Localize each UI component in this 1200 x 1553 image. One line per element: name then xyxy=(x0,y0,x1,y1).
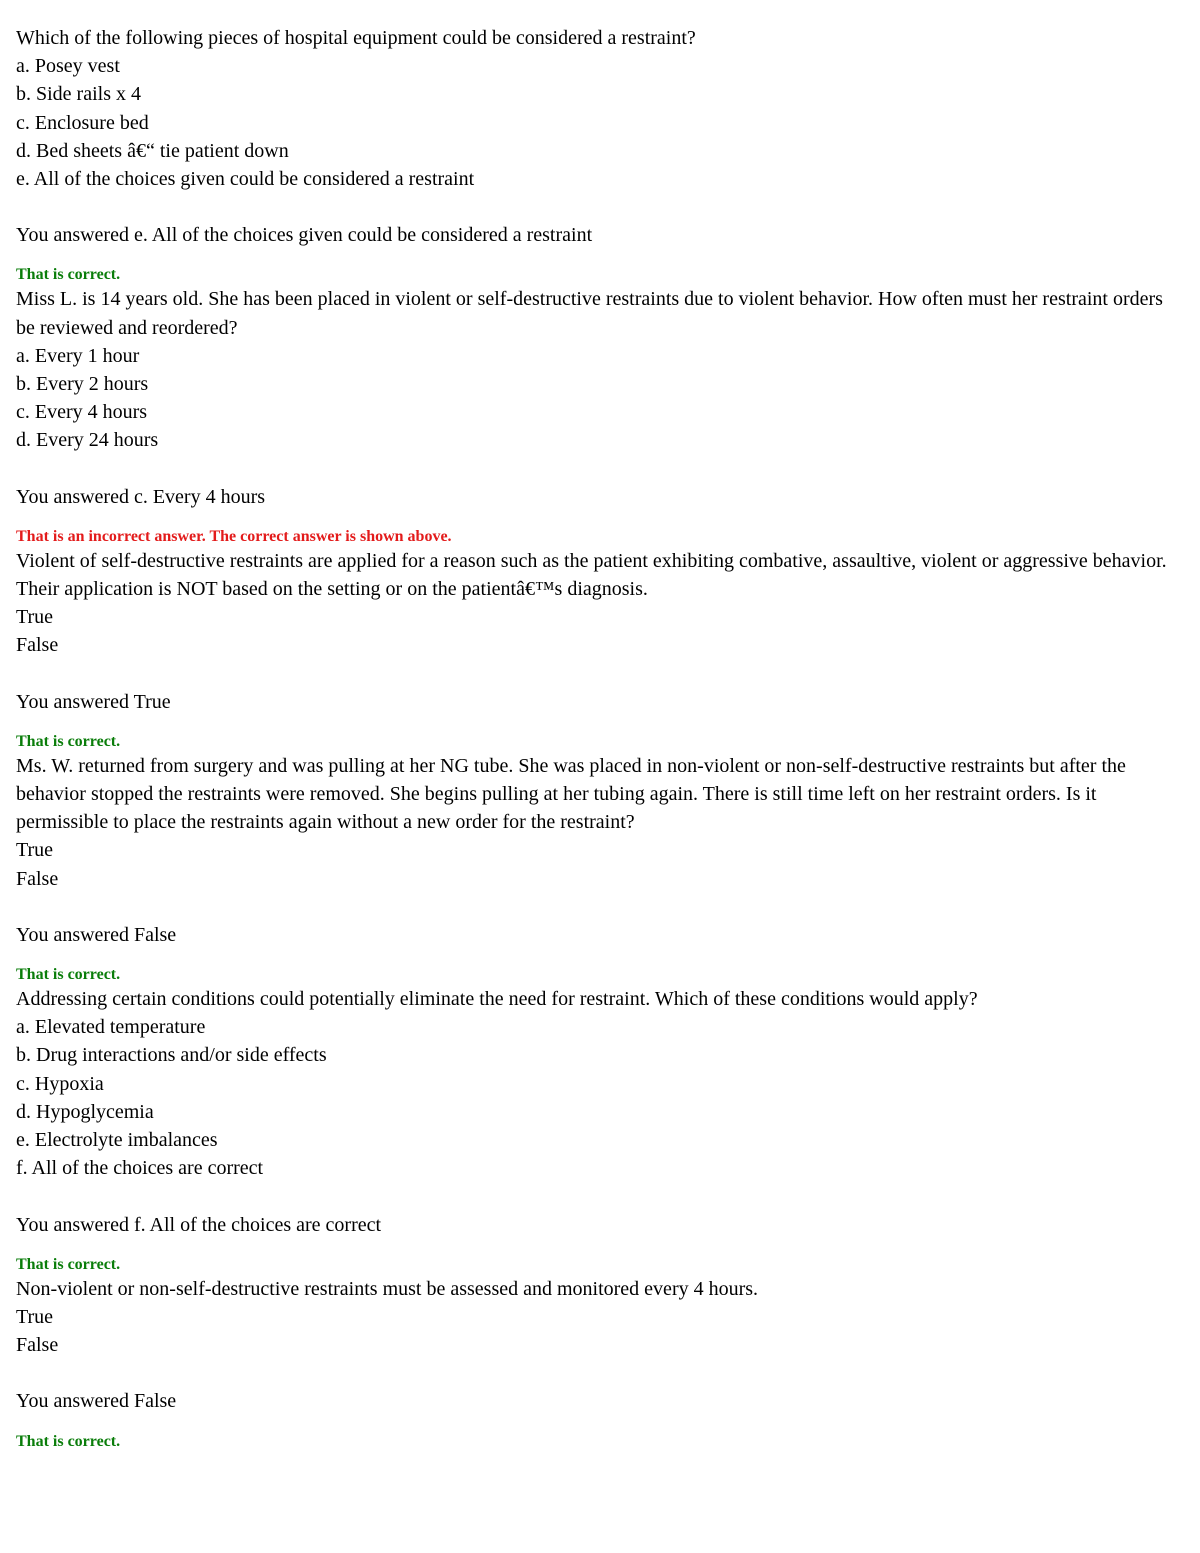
answer-option: c. Every 4 hours xyxy=(16,401,148,424)
answer-option: True xyxy=(16,839,54,862)
answer-option: False xyxy=(16,634,59,657)
feedback-correct: That is correct. xyxy=(16,966,121,984)
question-block xyxy=(16,547,1181,752)
user-answer: You answered False xyxy=(16,1390,177,1413)
feedback-correct: That is correct. xyxy=(16,1432,121,1450)
answer-option: a. Posey vest xyxy=(16,55,120,78)
feedback-correct: That is correct. xyxy=(16,266,121,284)
question-text: Ms. W. returned from surgery and was pulling at her NG tube. She was placed in non-violent or non-self-destructive restraints but after the behavior stopped the restraints were removed. She begins pulling at her tubing again. There is still time left on her restraint orders. Is it permissible to place the restraints again without a new order for the restraint? xyxy=(16,754,1126,834)
quiz-results-document xyxy=(16,24,1181,1452)
answer-option: a. Every 1 hour xyxy=(16,344,140,367)
question-text: Addressing certain conditions could potentially eliminate the need for restraint. Which of these conditions would apply? xyxy=(16,988,978,1011)
user-answer: You answered False xyxy=(16,923,177,946)
user-answer: You answered e. All of the choices given could be considered a restraint xyxy=(16,224,593,247)
answer-option: c. Hypoxia xyxy=(16,1072,104,1095)
answer-option: True xyxy=(16,1305,54,1328)
answer-option: e. Electrolyte imbalances xyxy=(16,1129,218,1152)
answer-option: b. Side rails x 4 xyxy=(16,83,141,106)
question-text: Which of the following pieces of hospital equipment could be considered a restraint? xyxy=(16,27,696,49)
answer-option: False xyxy=(16,867,59,890)
feedback-correct: That is correct. xyxy=(16,1255,121,1273)
question-block xyxy=(16,24,1181,285)
user-answer: You answered True xyxy=(16,690,171,713)
answer-option: b. Every 2 hours xyxy=(16,373,149,396)
question-block xyxy=(16,752,1181,985)
user-answer: You answered c. Every 4 hours xyxy=(16,485,266,508)
question-text: Miss L. is 14 years old. She has been placed in violent or self-destructive restraints due to violent behavior. How often must her restraint orders be reviewed and reordered? xyxy=(16,288,1163,339)
answer-option: True xyxy=(16,606,54,629)
question-text: Non-violent or non-self-destructive restraints must be assessed and monitored every 4 hours. xyxy=(16,1277,759,1300)
answer-option: b. Drug interactions and/or side effects xyxy=(16,1044,327,1067)
question-text: Violent of self-destructive restraints are applied for a reason such as the patient exhibiting combative, assaultive, violent or aggressive behavior. Their application is NOT based on the setting or on the patientâ€™s diagnosis. xyxy=(16,549,1167,601)
answer-option: c. Enclosure bed xyxy=(16,111,149,134)
answer-option: d. Every 24 hours xyxy=(16,429,159,452)
question-block xyxy=(16,1275,1181,1452)
feedback-incorrect: That is an incorrect answer. The correct answer is shown above. xyxy=(16,527,452,545)
answer-option: False xyxy=(16,1334,59,1357)
feedback-correct: That is correct. xyxy=(16,732,121,750)
question-block xyxy=(16,985,1181,1275)
user-answer: You answered f. All of the choices are correct xyxy=(16,1213,382,1236)
question-block xyxy=(16,285,1181,546)
answer-option: d. Bed sheets â€“ tie patient down xyxy=(16,139,289,162)
answer-option: f. All of the choices are correct xyxy=(16,1157,264,1180)
answer-option: e. All of the choices given could be considered a restraint xyxy=(16,168,475,191)
answer-option: a. Elevated temperature xyxy=(16,1016,206,1039)
answer-option: d. Hypoglycemia xyxy=(16,1100,154,1123)
